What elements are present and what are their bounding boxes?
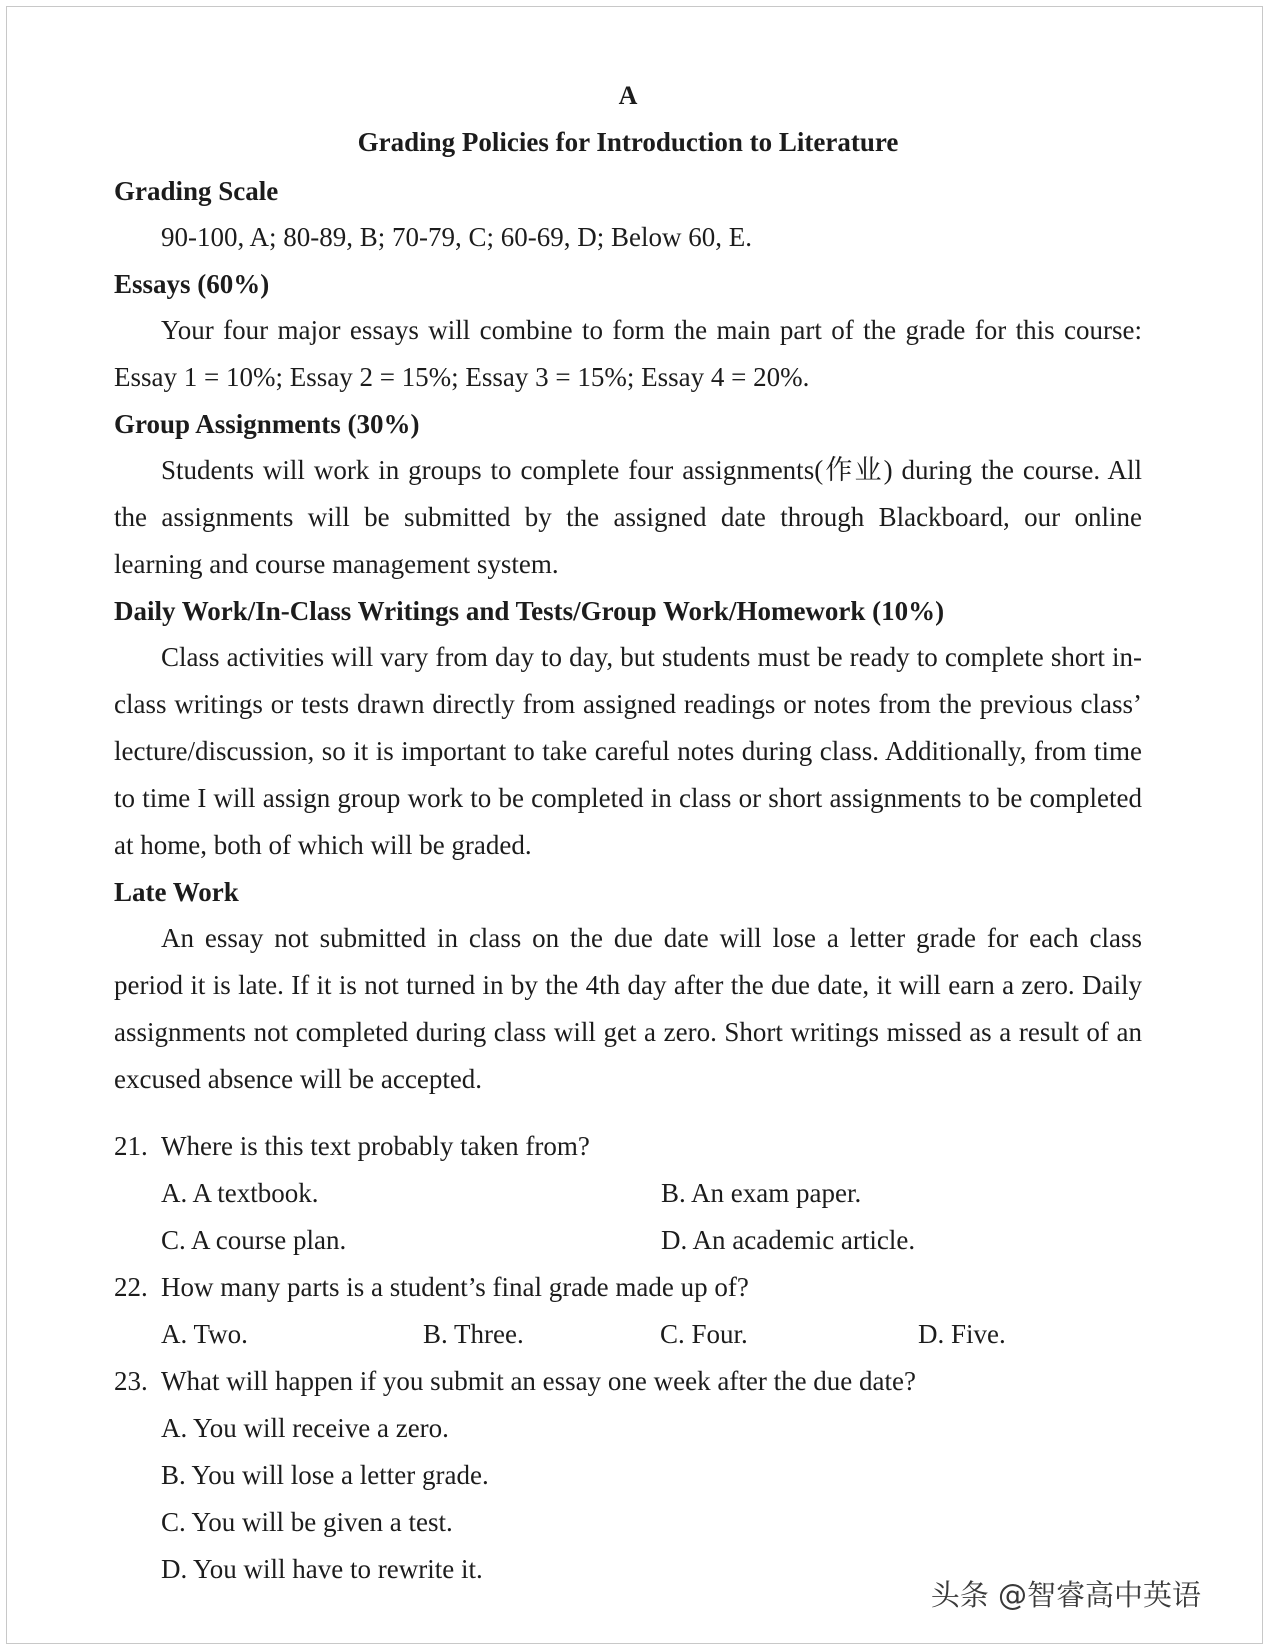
answer-option: A. Two. (161, 1319, 248, 1349)
answer-option: A. You will receive a zero. (161, 1413, 449, 1443)
section-text: 90-100, A; 80-89, B; 70-79, C; 60-69, D; Below 60, E. (161, 222, 752, 252)
section-daily-work (114, 588, 1142, 869)
question-text: What will happen if you submit an essay one week after the due date? (161, 1366, 916, 1396)
answer-option: D. An academic article. (661, 1225, 916, 1255)
answer-option: D. You will have to rewrite it. (161, 1554, 483, 1584)
section-heading: Daily Work/In-Class Writings and Tests/Group Work/Homework (10%) (114, 596, 945, 626)
answer-option: B. You will lose a letter grade. (161, 1460, 489, 1490)
answer-option: D. Five. (918, 1319, 1006, 1349)
section-grading-scale (114, 168, 1142, 261)
document-body (114, 78, 1142, 1593)
answer-option: C. A course plan. (161, 1225, 347, 1255)
section-group-assignments (114, 401, 1142, 588)
document-title: Grading Policies for Introduction to Literature (357, 127, 899, 157)
question-text: How many parts is a student’s final grade made up of? (161, 1272, 749, 1302)
question-number: 21. (114, 1131, 148, 1161)
answer-option: A. A textbook. (161, 1178, 319, 1208)
answer-option: C. Four. (660, 1319, 748, 1349)
question-text: Where is this text probably taken from? (161, 1131, 590, 1161)
section-essays (114, 261, 1142, 401)
question-21 (114, 1123, 1142, 1264)
section-text: An essay not submitted in class on the due date will lose a letter grade for each class period it is late. If it is not turned in by the 4th day after the due date, it will earn a zero. Daily assignments not completed during class will get a zero. Short writings missed as a result of an excused absence will be accepted. (114, 923, 1142, 1094)
watermark-text: 头条 @智睿高中英语 (930, 1578, 1201, 1612)
section-text: Your four major essays will combine to form the main part of the grade for this course: Essay 1 = 10%; Essay 2 = 15%; Essay 3 = 15%; Essay 4 = 20%. (114, 315, 1142, 392)
section-heading: Essays (60%) (114, 269, 270, 299)
answer-option: C. You will be given a test. (161, 1507, 453, 1537)
section-text: Class activities will vary from day to day, but students must be ready to complete short in-class writings or tests drawn directly from assigned readings or notes from the previous class’ lecture/discussion, so it is important to take careful notes during class. Additionally, from time to time I will assign group work to be completed in class or short assignments to be completed at home, both of which will be graded. (114, 642, 1142, 860)
section-heading: Grading Scale (114, 176, 279, 206)
answer-option: B. An exam paper. (661, 1178, 862, 1208)
section-text: Students will work in groups to complete four assignments(作业) during the course. All the assignments will be submitted by the assigned date through Blackboard, our online learning and course management system. (114, 455, 1142, 579)
section-heading: Late Work (114, 877, 239, 907)
section-late-work (114, 869, 1142, 1103)
question-number: 23. (114, 1366, 148, 1396)
question-23 (114, 1358, 1142, 1593)
section-heading: Group Assignments (30%) (114, 409, 420, 439)
question-number: 22. (114, 1272, 148, 1302)
answer-option: B. Three. (423, 1319, 524, 1349)
passage-letter: A (618, 81, 638, 110)
question-list (114, 1123, 1142, 1593)
question-22 (114, 1264, 1142, 1358)
